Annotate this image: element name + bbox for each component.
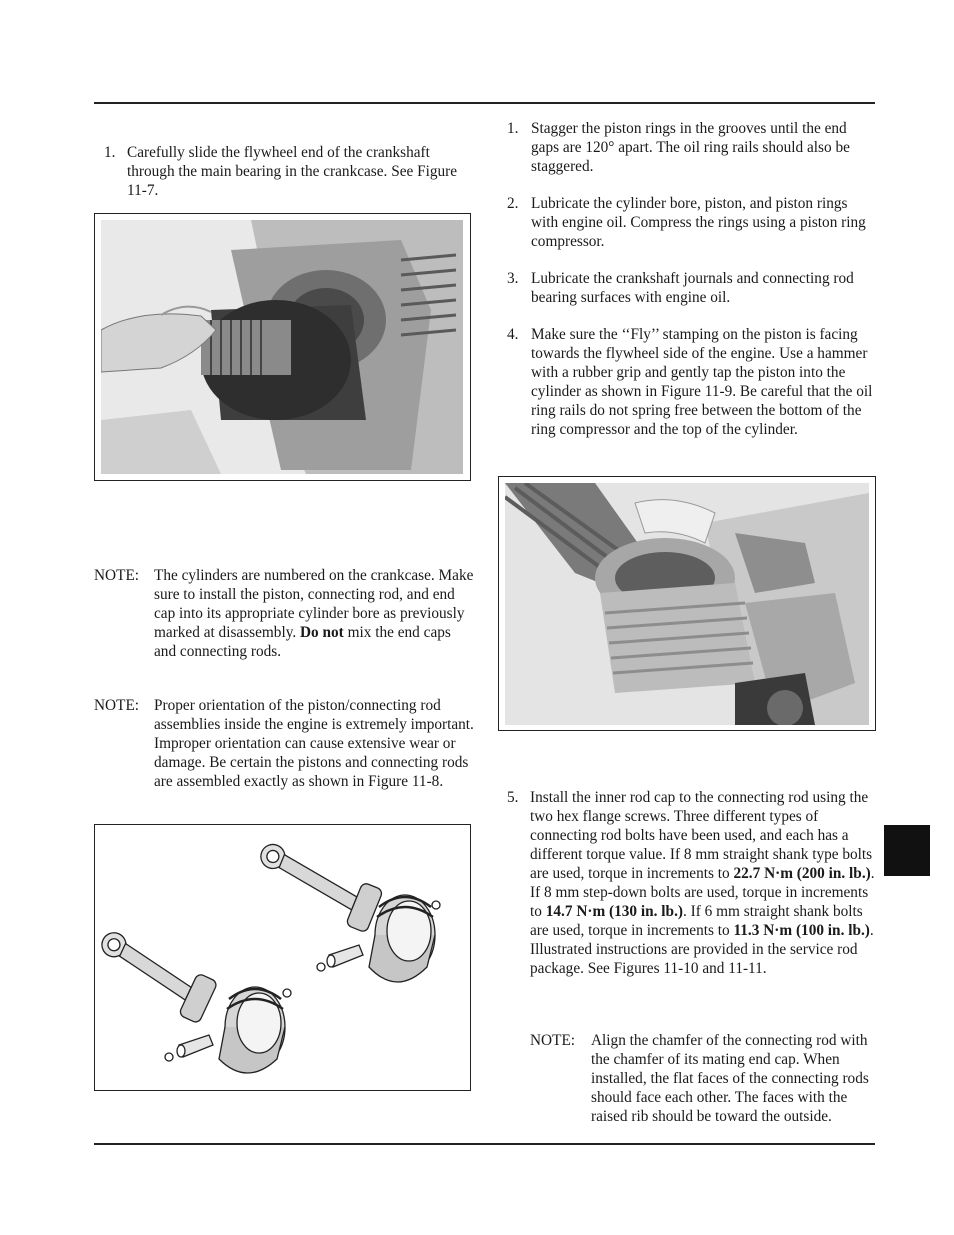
note-text-after: mix the end caps and connecting rods. bbox=[154, 624, 451, 660]
note-label: NOTE: bbox=[94, 567, 140, 584]
piston-installation-photo bbox=[505, 483, 869, 725]
step-number: 2. bbox=[507, 195, 519, 212]
crankshaft-installation-photo bbox=[101, 220, 463, 474]
step-number: 5. bbox=[507, 789, 519, 806]
step-number: 1. bbox=[507, 120, 519, 137]
piston-rod-assembly-drawing bbox=[97, 827, 468, 1088]
step-number: 4. bbox=[507, 326, 519, 343]
torque-value-straight-6mm: 11.3 N·m (100 in. lb.) bbox=[733, 922, 870, 939]
step-text: Lubricate the cylinder bore, piston, and piston rings with engine oil. Compress the rings using a piston ring compressor. bbox=[531, 195, 866, 250]
section-tab-marker bbox=[884, 825, 930, 876]
step-text: . Illustrated instructions are provided in the service rod package. See Figures 11-10 and 11-11. bbox=[530, 922, 874, 977]
note-bold-text: Do not bbox=[300, 624, 344, 641]
figure-piston-installation bbox=[498, 476, 876, 731]
step-text: Carefully slide the flywheel end of the crankshaft through the main bearing in the crankcase. See Figure 11-7. bbox=[127, 144, 458, 199]
step-text: Make sure the ‘‘Fly’’ stamping on the piston is facing towards the flywheel side of the engine. Use a hammer with a rubber grip and gently tap the piston into the cylinder as shown in Figure 11-9. Be careful that the oil ring rails do not spring free between the bottom of the ring compressor and the top of the cylinder. bbox=[531, 326, 873, 438]
note-text: The cylinders are numbered on the crankcase. Make sure to install the piston, connecting rod, and end cap into its appropriate cylinder bore as previously marked at disassembly. bbox=[154, 567, 474, 641]
step-text: . If 8 mm step-down bolts are used, torque in increments to bbox=[530, 865, 875, 920]
step-text: Lubricate the crankshaft journals and connecting rod bearing surfaces with engine oil. bbox=[531, 270, 854, 306]
step-text: . If 6 mm straight shank bolts are used, torque in increments to bbox=[530, 903, 863, 939]
note-text: Align the chamfer of the connecting rod with the chamfer of its mating end cap. When installed, the flat faces of the connecting rods should face each other. The faces with the raised rib should be toward the outside. bbox=[591, 1032, 869, 1125]
figure-crankshaft bbox=[94, 213, 471, 481]
note-label: NOTE: bbox=[94, 697, 140, 714]
step-number: 1. bbox=[104, 144, 116, 161]
note-label: NOTE: bbox=[530, 1032, 576, 1049]
top-rule bbox=[94, 102, 875, 104]
step-number: 3. bbox=[507, 270, 519, 287]
step-text: Stagger the piston rings in the grooves until the end gaps are 120° apart. The oil ring rails should also be staggered. bbox=[531, 120, 850, 175]
torque-value-straight-8mm: 22.7 N·m (200 in. lb.) bbox=[733, 865, 871, 882]
step-text: Install the inner rod cap to the connecting rod using the two hex flange screws. Three different types of connecting rod bolts have been used, and each has a different torque value. If 8 mm straight shank type bolts are used, torque in increments to bbox=[530, 789, 873, 882]
bottom-rule bbox=[94, 1143, 875, 1145]
note-text: Proper orientation of the piston/connecting rod assemblies inside the engine is extremely important. Improper orientation can cause extensive wear or damage. Be certain the pistons and connecting rods are assembled exactly as shown in Figure 11-8. bbox=[154, 697, 474, 790]
torque-value-stepdown-8mm: 14.7 N·m (130 in. lb.) bbox=[545, 903, 683, 920]
figure-piston-rod-assembly bbox=[94, 824, 471, 1091]
